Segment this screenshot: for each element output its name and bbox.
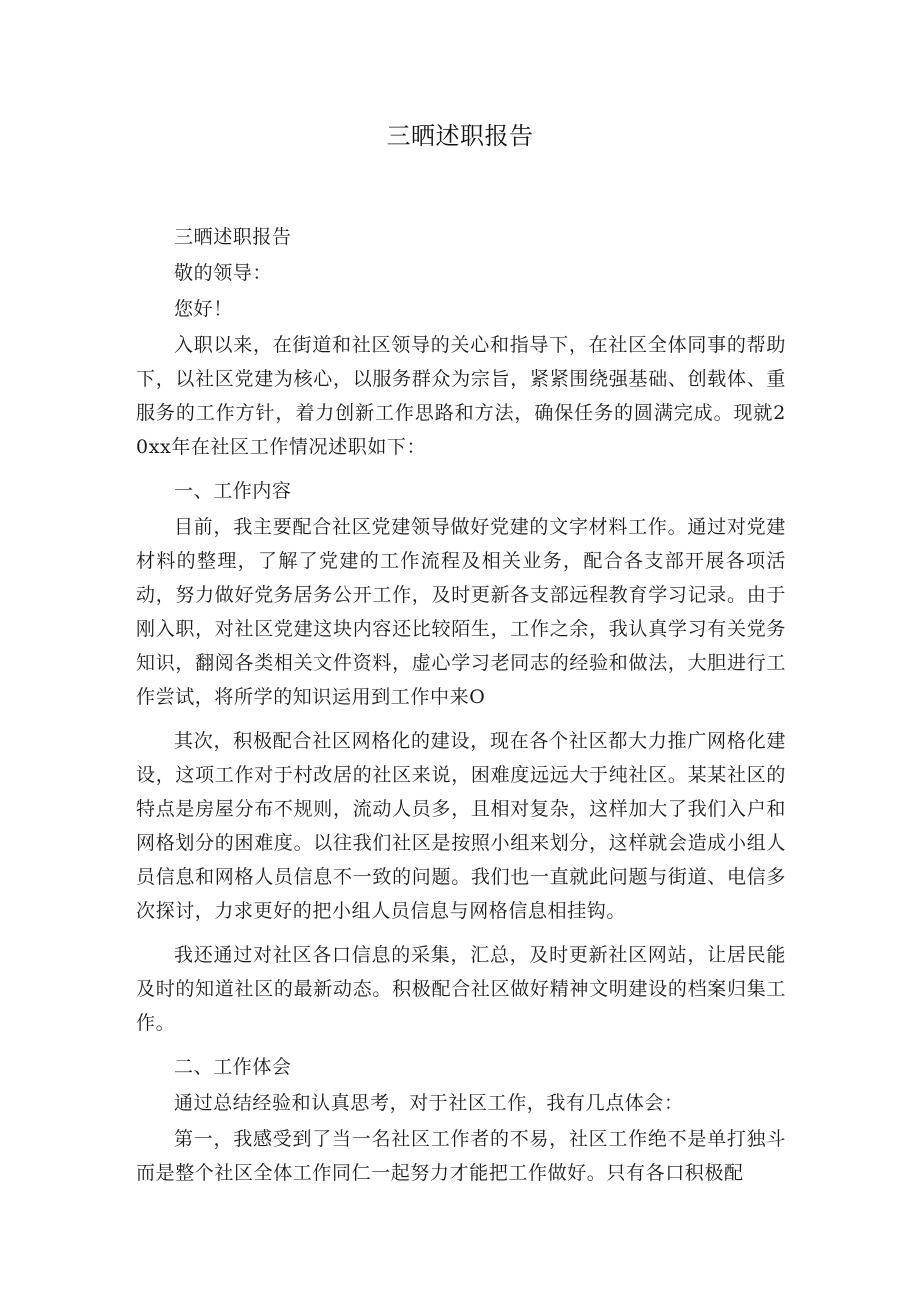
section-heading-work-experience: 二、工作体会: [174, 1056, 292, 1078]
document-title: 三晒述职报告: [386, 122, 534, 150]
document-body: [136, 220, 786, 1200]
section-heading-work-content: 一、工作内容: [174, 480, 292, 502]
paragraph-grid-management: 其次，积极配合社区网格化的建设，现在各个社区都大力推广网格化建设，这项工作对于村改居的社区来说，困难度远远大于纯社区。某某社区的特点是房屋分布不规则，流动人员多，且相对复杂，这样加大了我们入户和网格划分的困难度。以往我们社区是按照小组来划分，这样就会造成小组人员信息和网格人员信息不一致的问题。我们也一直就此问题与街道、电信多次探讨，力求更好的把小组人员信息与网格信息相挂钩。: [136, 730, 786, 922]
paragraph-experience-intro: 通过总结经验和认真思考，对于社区工作，我有几点体会：: [174, 1092, 684, 1114]
paragraph-heading-repeat: 三晒述职报告: [174, 226, 292, 248]
paragraph-party-building: 目前，我主要配合社区党建领导做好党建的文字材料工作。通过对党建材料的整理，了解了党建的工作流程及相关业务，配合各支部开展各项活动，努力做好党务居务公开工作，及时更新各支部远程教育学习记录。由于刚入职，对社区党建这块内容还比较陌生，工作之余，我认真学习有关党务知识，翻阅各类相关文件资料，虚心学习老同志的经验和做法，大胆进行工作尝试，将所学的知识运用到工作中来O: [136, 516, 786, 708]
paragraph-salutation: 敬的领导：: [174, 262, 273, 284]
paragraph-first-point: 第一，我感受到了当一名社区工作者的不易，社区工作绝不是单打独斗而是整个社区全体工作同仁一起努力才能把工作做好。只有各口积极配: [136, 1128, 786, 1184]
paragraph-information-collection: 我还通过对社区各口信息的采集，汇总，及时更新社区网站，让居民能及时的知道社区的最新动态。积极配合社区做好精神文明建设的档案归集工作。: [136, 944, 786, 1034]
paragraph-greeting: 您好！: [174, 298, 233, 320]
paragraph-intro: 入职以来，在街道和社区领导的关心和指导下，在社区全体同事的帮助下，以社区党建为核心，以服务群众为宗旨，紧紧围绕强基础、创载体、重服务的工作方针，着力创新工作思路和方法，确保任务的圆满完成。现就20xx年在社区工作情况述职如下：: [136, 334, 786, 458]
